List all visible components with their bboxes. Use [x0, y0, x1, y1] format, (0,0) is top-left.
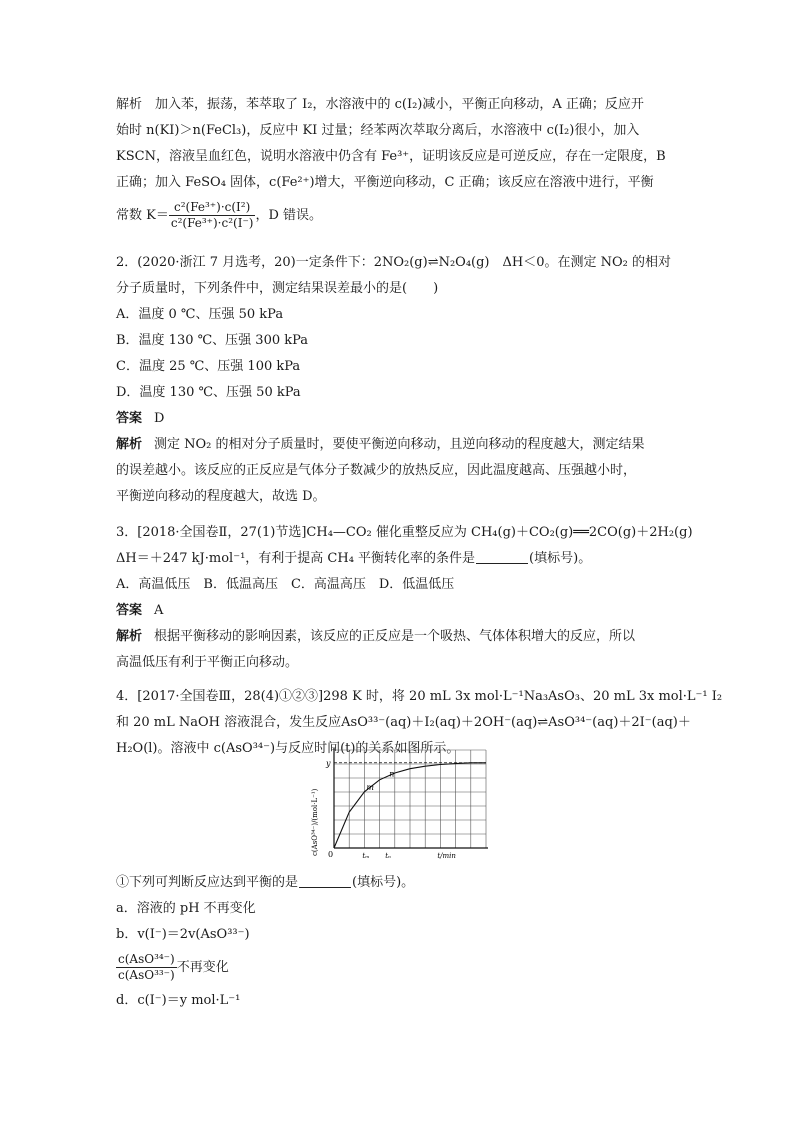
- option-b: B．温度 130 ℃、压强 300 kPa: [116, 333, 309, 348]
- y-axis-label: c(AsO³⁴⁻)/(mol·L⁻¹): [311, 788, 319, 856]
- question-4-subquestion-block: [116, 870, 682, 1014]
- text-span: (填标号)。: [352, 875, 415, 890]
- option-a: A．温度 0 ℃、压强 50 kPa: [116, 307, 284, 322]
- explanation-line: 平衡逆向移动的程度越大，故选 D。: [116, 489, 326, 504]
- option-d: D．温度 130 ℃、压强 50 kPa: [116, 385, 301, 400]
- question-line: 分子质量时，下列条件中，测定结果误差最小的是( ): [116, 281, 439, 296]
- equilibrium-constant-line: [116, 196, 682, 236]
- question-line: 4．[2017·全国卷Ⅲ，28(4)①②③]298 K 时，将 20 mL 3x mol·L⁻¹Na₃AsO₃、20 mL 3x mol·L⁻¹ I₂: [116, 689, 723, 704]
- y-tick-label: y: [326, 758, 331, 768]
- question-line: 和 20 mL NaOH 溶液混合，发生反应AsO³³⁻(aq)＋I₂(aq)＋2OH⁻(aq)⇌AsO³⁴⁻(aq)＋2I⁻(aq)＋: [116, 715, 691, 730]
- option-c: C．温度 25 ℃、压强 100 kPa: [116, 359, 301, 374]
- fraction-denominator: c²(Fe³⁺)·c²(I⁻): [170, 216, 254, 230]
- option-d: d．c(I⁻)＝y mol·L⁻¹: [116, 993, 241, 1008]
- text-span: 不再变化: [176, 960, 229, 975]
- answer-label: 答案: [116, 603, 143, 618]
- fraction-denominator: c(AsO³³⁻): [118, 968, 175, 982]
- fraction-numerator: c²(Fe³⁺)·c(I²): [169, 200, 256, 216]
- explanation-label: 解析: [116, 629, 143, 644]
- fraction: [169, 200, 256, 231]
- text-line: 正确；加入 FeSO₄ 固体，c(Fe²⁺)增大，平衡逆向移动，C 正确；该反应在溶液中进行，平衡: [116, 175, 654, 190]
- text-span: 根据平衡移动的影响因素，该反应的正反应是一个吸热、气体体积增大的反应，所以: [154, 629, 636, 644]
- text-span: 测定 NO₂ 的相对分子质量时，要使平衡逆向移动，且逆向移动的程度越大，测定结果: [154, 437, 645, 452]
- options-line: A．高温低压 B．低温高压 C．高温高压 D．低温低压: [116, 577, 455, 592]
- answer-line: [116, 406, 682, 432]
- text-line: KSCN，溶液呈血红色，说明水溶液中仍含有 Fe³⁺，证明该反应是可逆反应，存在一定限度，B: [116, 149, 666, 164]
- question-line: 3．[2018·全国卷Ⅱ，27(1)节选]CH₄—CO₂ 催化重整反应为 CH₄(g)＋CO₂(g)══2CO(g)＋2H₂(g): [116, 525, 693, 540]
- x-tick-label: tₘ: [362, 852, 370, 860]
- answer-label: 答案: [116, 411, 143, 426]
- question-line: H₂O(l)。溶液中 c(AsO³⁴⁻)与反应时间(t)的关系如图所示。: [116, 741, 460, 756]
- option-a: a．溶液的 pH 不再变化: [116, 901, 256, 916]
- text-span: ，D 错误。: [255, 208, 323, 223]
- explanation-line: 高温低压有利于平衡正向移动。: [116, 655, 299, 670]
- fill-blank: [476, 549, 528, 564]
- point-label: n: [389, 769, 395, 779]
- question-line: [116, 546, 682, 572]
- text-line: 始时 n(KI)＞n(FeCl₃)，反应中 KI 过量；经苯两次萃取分离后，水溶液中 c(I₂)很小，加入: [116, 123, 640, 138]
- explanation-line: [116, 432, 682, 458]
- fill-blank: [299, 873, 351, 888]
- chart-svg: [308, 744, 490, 866]
- option-b: b．v(I⁻)＝2v(AsO³³⁻): [116, 927, 250, 942]
- answer-value: D: [154, 411, 165, 426]
- text-span: 常数 K＝: [116, 208, 169, 223]
- explanation-label: 解析: [116, 437, 143, 452]
- point-label: m: [366, 782, 374, 792]
- fraction-numerator: c(AsO³⁴⁻): [118, 952, 175, 966]
- answer-value: A: [154, 603, 164, 618]
- concentration-time-chart: [308, 744, 490, 866]
- text-span: ①下列可判断反应达到平衡的是: [116, 875, 299, 890]
- text-line: 解析 加入苯，振荡，苯萃取了 I₂，水溶液中的 c(I₂)减小，平衡正向移动，A 正确；反应开: [116, 97, 644, 112]
- explanation-line: [116, 624, 682, 650]
- subquestion-line: [116, 870, 682, 896]
- question-3-block: [116, 520, 693, 676]
- answer-line: [116, 598, 682, 624]
- text-span: ΔH＝＋247 kJ·mol⁻¹，有利于提高 CH₄ 平衡转化率的条件是: [116, 551, 476, 566]
- solution-1-block: [116, 92, 682, 236]
- question-line: 2．(2020·浙江 7 月选考，20)一定条件下：2NO₂(g)⇌N₂O₄(g) ΔH＜0。在测定 NO₂ 的相对: [116, 255, 672, 270]
- x-tick-label: tₙ: [385, 852, 391, 860]
- question-2-block: [116, 250, 682, 510]
- origin-label: 0: [328, 850, 334, 859]
- explanation-line: 的误差越小。该反应的正反应是气体分子数减少的放热反应，因此温度越高、压强越小时，: [116, 463, 637, 478]
- text-span: (填标号)。: [529, 551, 592, 566]
- option-c: [116, 948, 682, 988]
- fraction: [116, 952, 177, 983]
- x-axis-label: t/min: [437, 852, 456, 860]
